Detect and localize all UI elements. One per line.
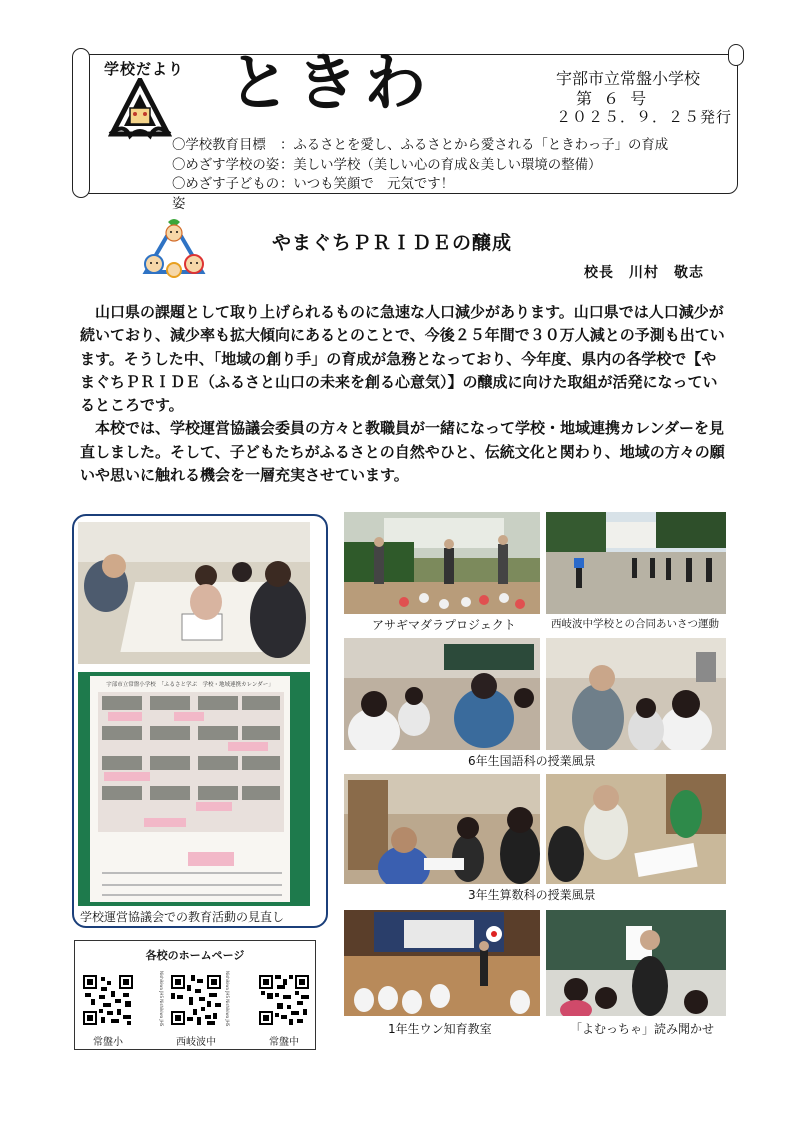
qr-label: 西岐波中	[176, 1037, 216, 1048]
homepage-title: 各校のホームページ	[145, 949, 245, 962]
article-author: 校長 川村 敬志	[584, 265, 704, 281]
goal-row	[172, 136, 668, 156]
school-goals	[172, 136, 668, 214]
grade1-photo	[344, 910, 540, 1016]
qr-label: 常盤小	[93, 1037, 123, 1048]
qr-label: 常盤中	[269, 1037, 299, 1048]
goal-row	[172, 156, 668, 176]
mascot-characters-icon	[138, 218, 210, 280]
tokiwa-jhs-qr-icon[interactable]	[259, 975, 309, 1025]
calendar-title: 宇部市立常盤小学校 「ふるさと学ぶ 学校・地域連携カレンダー」	[106, 682, 274, 688]
article-body	[80, 301, 726, 487]
calendar-photo	[78, 672, 310, 906]
issue-date: ２０２５．９．２５発行	[556, 108, 733, 126]
series-label: 学校だより	[104, 60, 185, 78]
issue-number: 第 ６ 号	[576, 89, 650, 108]
school-emblem-icon	[108, 78, 172, 140]
article-title: やまぐちＰＲＩＤＥの醸成	[272, 232, 513, 254]
meeting-photo	[78, 522, 310, 664]
qr-side-text: Nishikiwa JHS Nishikiwa JHS	[225, 971, 230, 1027]
grade3-caption: 3年生算数科の授業風景	[468, 888, 596, 902]
nishikiwa-jhs-qr-icon[interactable]	[171, 975, 221, 1025]
grade1-caption: 1年生ウン知育教室	[388, 1022, 492, 1036]
paragraph: 本校では、学校運営協議会委員の方々と教職員が一緒になって学校・地域連携カレンダーを見直しました。そして、子どもたちがふるさとの自然やひと、伝統文化と関わり、地域の方々の願いや思いに触れる機会を一層充実させています。	[80, 419, 725, 485]
newsletter-title: ときわ	[228, 46, 433, 119]
asagi-caption: アサギマダラプロジェクト	[372, 618, 516, 632]
paragraph: 山口県の課題として取り上げられるものに急速な人口減少があります。山口県では人口減少が続いており、減少率も拡大傾向にあるとのことで、今後２５年間で３０万人減との予測も出ています。そうした中、「地域の創り手」の育成が急務となっており、今年度、県内の各学校で【やまぐちＰＲＩＤＥ（ふるさと山口の未来を創る心意気）】の醸成に向けた取組が活発になっているところです。	[80, 303, 725, 415]
goal-label: 〇めざす子どもの姿	[172, 177, 280, 212]
school-name: 宇部市立常盤小学校	[556, 69, 701, 88]
asagi-photo	[344, 512, 540, 614]
grade3-photo-2	[546, 774, 726, 884]
reading-caption: 「よむっちゃ」読み聞かせ	[570, 1022, 715, 1036]
goal-text: ：ふるさとを愛し、ふるさとから愛される「ときわっ子」の育成	[280, 138, 669, 153]
goal-row	[172, 175, 668, 214]
reading-photo	[546, 910, 726, 1016]
goal-text: ：いつも笑顔で 元気です！	[280, 177, 455, 192]
qr-side-text: Nishikiwa JHS Nishikiwa JHS	[159, 971, 164, 1027]
homepage-qr-box	[74, 940, 316, 1050]
banner-scroll-curl-right	[728, 44, 744, 66]
goal-text: ：美しい学校（美しい心の育成＆美しい環境の整備）	[280, 157, 602, 173]
grade6-photo-2	[546, 638, 726, 750]
tokiwa-elementary-qr-icon[interactable]	[83, 975, 133, 1025]
greeting-caption: 西岐波中学校との合同あいさつ運動	[551, 618, 719, 630]
goal-label: 〇めざす学校の姿	[172, 157, 280, 173]
grade6-photo-1	[344, 638, 540, 750]
banner-scroll-curl	[72, 48, 90, 198]
goal-label: 〇学校教育目標	[172, 138, 266, 153]
greeting-photo	[546, 512, 726, 614]
grade3-photo-1	[344, 774, 540, 884]
grade6-caption: 6年生国語科の授業風景	[468, 754, 596, 768]
left-photo-caption: 学校運営協議会での教育活動の見直し	[80, 910, 285, 924]
